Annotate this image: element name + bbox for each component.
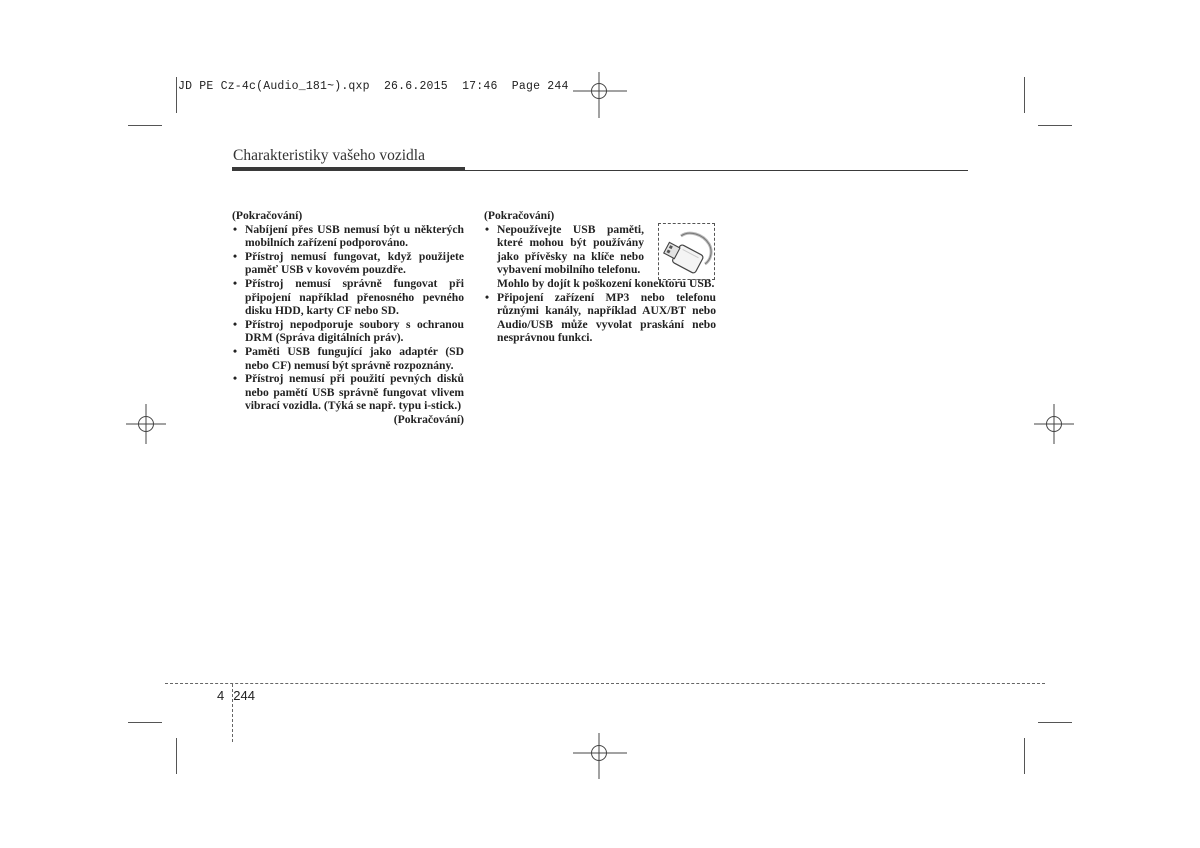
registration-target-icon bbox=[1034, 404, 1074, 444]
page-number bbox=[217, 688, 255, 703]
crop-mark bbox=[1024, 738, 1025, 774]
usb-stick-icon bbox=[659, 224, 714, 279]
slug-date: 26.6.2015 bbox=[383, 80, 448, 93]
continued-label: (Pokračování) bbox=[232, 209, 303, 222]
crop-mark bbox=[1024, 77, 1025, 113]
crop-mark bbox=[128, 722, 162, 723]
list-item bbox=[484, 223, 644, 277]
list-item-text: Nepoužívejte USB paměti, které mohou být používány jako přívěsky na klíče nebo vybavení mobilního telefonu. bbox=[497, 222, 644, 277]
usb-illustration bbox=[658, 223, 715, 280]
footer-rule bbox=[165, 683, 1045, 684]
page-number-value: 244 bbox=[233, 688, 255, 703]
crop-mark bbox=[1038, 722, 1072, 723]
registration-target-icon bbox=[126, 404, 166, 444]
left-column bbox=[232, 209, 464, 427]
crop-mark bbox=[176, 77, 177, 113]
list-item: • Přístroj nepodporuje soubory s ochranou DRM (Správa digitálních práv). bbox=[232, 318, 464, 345]
continued-label: (Pokračování) bbox=[484, 209, 555, 222]
printer-slug bbox=[178, 80, 569, 93]
chapter-number: 4 bbox=[217, 688, 225, 703]
list-item: • Přístroj nemusí správně fungovat při připojení například přenosného pevného disku HDD, karty CF nebo SD. bbox=[232, 277, 464, 318]
list-item: • Přístroj nemusí fungovat, když použijete paměť USB v kovovém pouzdře. bbox=[232, 250, 464, 277]
slug-file: JD PE Cz-4c(Audio_181~).qxp bbox=[178, 80, 370, 93]
crop-mark bbox=[1038, 125, 1072, 126]
list-item: • Paměti USB fungující jako adaptér (SD nebo CF) nemusí být správně rozpoznány. bbox=[232, 345, 464, 372]
slug-page: Page 244 bbox=[511, 80, 569, 93]
continued-label: (Pokračování) bbox=[393, 412, 464, 426]
list-item: • Přístroj nemusí při použití pevných disků nebo pamětí USB správně fungovat vlivem vibrací vozidla. (Týká se např. typu i-stick.) bbox=[232, 372, 464, 413]
registration-target-icon bbox=[573, 72, 627, 118]
header-rule-thin bbox=[465, 170, 968, 171]
crop-mark bbox=[176, 738, 177, 774]
header-rule-thick bbox=[232, 167, 465, 171]
list-item: • Připojení zařízení MP3 nebo telefonu různými kanály, například AUX/BT nebo Audio/USB může vyvolat praskání nebo nesprávnou funkci. bbox=[484, 291, 716, 345]
crop-mark bbox=[128, 125, 162, 126]
section-title: Charakteristiky vašeho vozidla bbox=[233, 147, 425, 164]
slug-time: 17:46 bbox=[462, 80, 498, 93]
list-item-continuation: Mohlo by dojít k poškození konektoru USB. bbox=[497, 276, 715, 290]
list-item: • Nabíjení přes USB nemusí být u některých mobilních zařízení podporováno. bbox=[232, 223, 464, 250]
registration-target-icon bbox=[573, 733, 627, 779]
